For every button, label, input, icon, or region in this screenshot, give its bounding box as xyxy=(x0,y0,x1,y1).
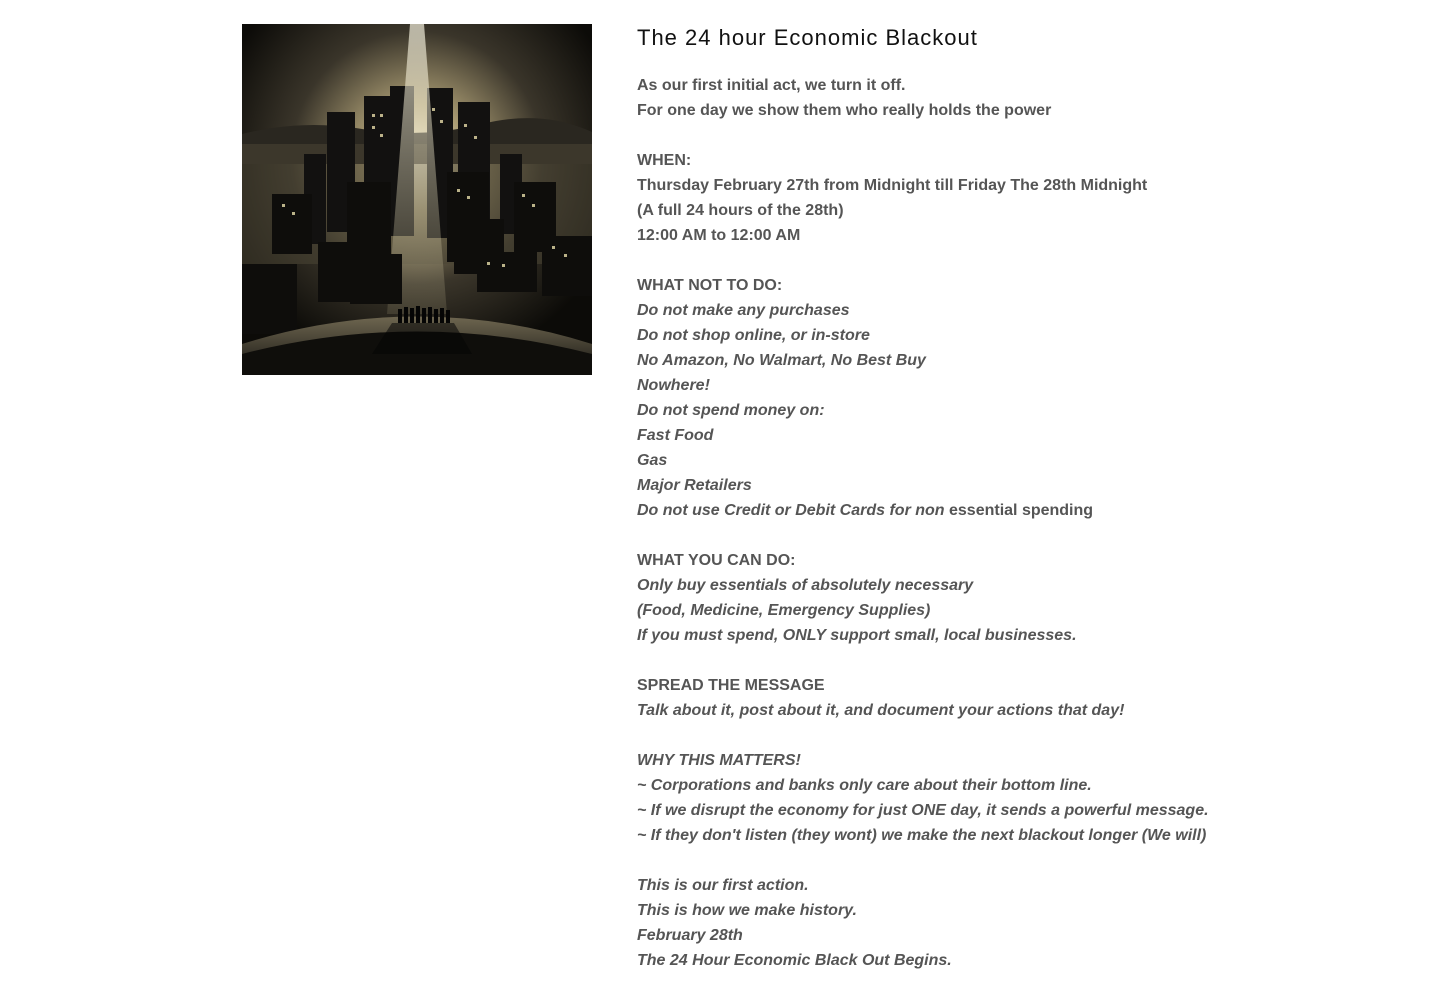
intro-line: As our first initial act, we turn it off. xyxy=(637,77,906,94)
why-line: ~ If they don't listen (they wont) we make the next blackout longer (We will) xyxy=(637,827,1207,844)
what-not-last-italic: Do not use Credit or Debit Cards for non xyxy=(637,502,945,519)
spacer xyxy=(637,648,1437,673)
spacer xyxy=(637,723,1437,748)
what-can-line: Only buy essentials of absolutely necessary xyxy=(637,577,974,594)
section-heading-when: WHEN: xyxy=(637,152,692,169)
what-not-line: Gas xyxy=(637,452,668,469)
what-not-line: Fast Food xyxy=(637,427,714,444)
city-skyline-icon xyxy=(242,24,592,375)
spacer xyxy=(637,123,1437,148)
when-line: 12:00 AM to 12:00 AM xyxy=(637,227,801,244)
section-heading-what-not: WHAT NOT TO DO: xyxy=(637,277,783,294)
spacer xyxy=(637,248,1437,273)
section-heading-what-can: WHAT YOU CAN DO: xyxy=(637,552,796,569)
what-not-line: Major Retailers xyxy=(637,477,752,494)
when-line: (A full 24 hours of the 28th) xyxy=(637,202,844,219)
city-blackout-illustration xyxy=(242,24,592,375)
what-not-line: Do not shop online, or in-store xyxy=(637,327,870,344)
what-can-line: (Food, Medicine, Emergency Supplies) xyxy=(637,602,931,619)
when-line: Thursday February 27th from Midnight till Friday The 28th Midnight xyxy=(637,177,1148,194)
what-not-line: Do not make any purchases xyxy=(637,302,850,319)
closing-line: February 28th xyxy=(637,927,743,944)
section-heading-why: WHY THIS MATTERS! xyxy=(637,752,801,769)
what-not-line: No Amazon, No Walmart, No Best Buy xyxy=(637,352,926,369)
why-line: ~ Corporations and banks only care about their bottom line. xyxy=(637,777,1092,794)
closing-line: This is how we make history. xyxy=(637,902,857,919)
what-not-line: Do not spend money on: xyxy=(637,402,825,419)
why-line: ~ If we disrupt the economy for just ONE day, it sends a powerful message. xyxy=(637,802,1209,819)
page-title: The 24 hour Economic Blackout xyxy=(637,25,978,50)
closing-line: The 24 Hour Economic Black Out Begins. xyxy=(637,952,952,969)
what-not-last-normal: essential spending xyxy=(944,502,1094,519)
what-not-line: Nowhere! xyxy=(637,377,710,394)
article-body xyxy=(637,73,1437,973)
closing-line: This is our first action. xyxy=(637,877,809,894)
section-heading-spread: SPREAD THE MESSAGE xyxy=(637,677,825,694)
spread-line: Talk about it, post about it, and document your actions that day! xyxy=(637,702,1125,719)
spacer xyxy=(637,523,1437,548)
what-can-line: If you must spend, ONLY support small, local businesses. xyxy=(637,627,1077,644)
spacer xyxy=(637,848,1437,873)
article-content xyxy=(637,20,1437,973)
what-not-last-line xyxy=(637,498,1437,523)
intro-line: For one day we show them who really holds the power xyxy=(637,102,1052,119)
